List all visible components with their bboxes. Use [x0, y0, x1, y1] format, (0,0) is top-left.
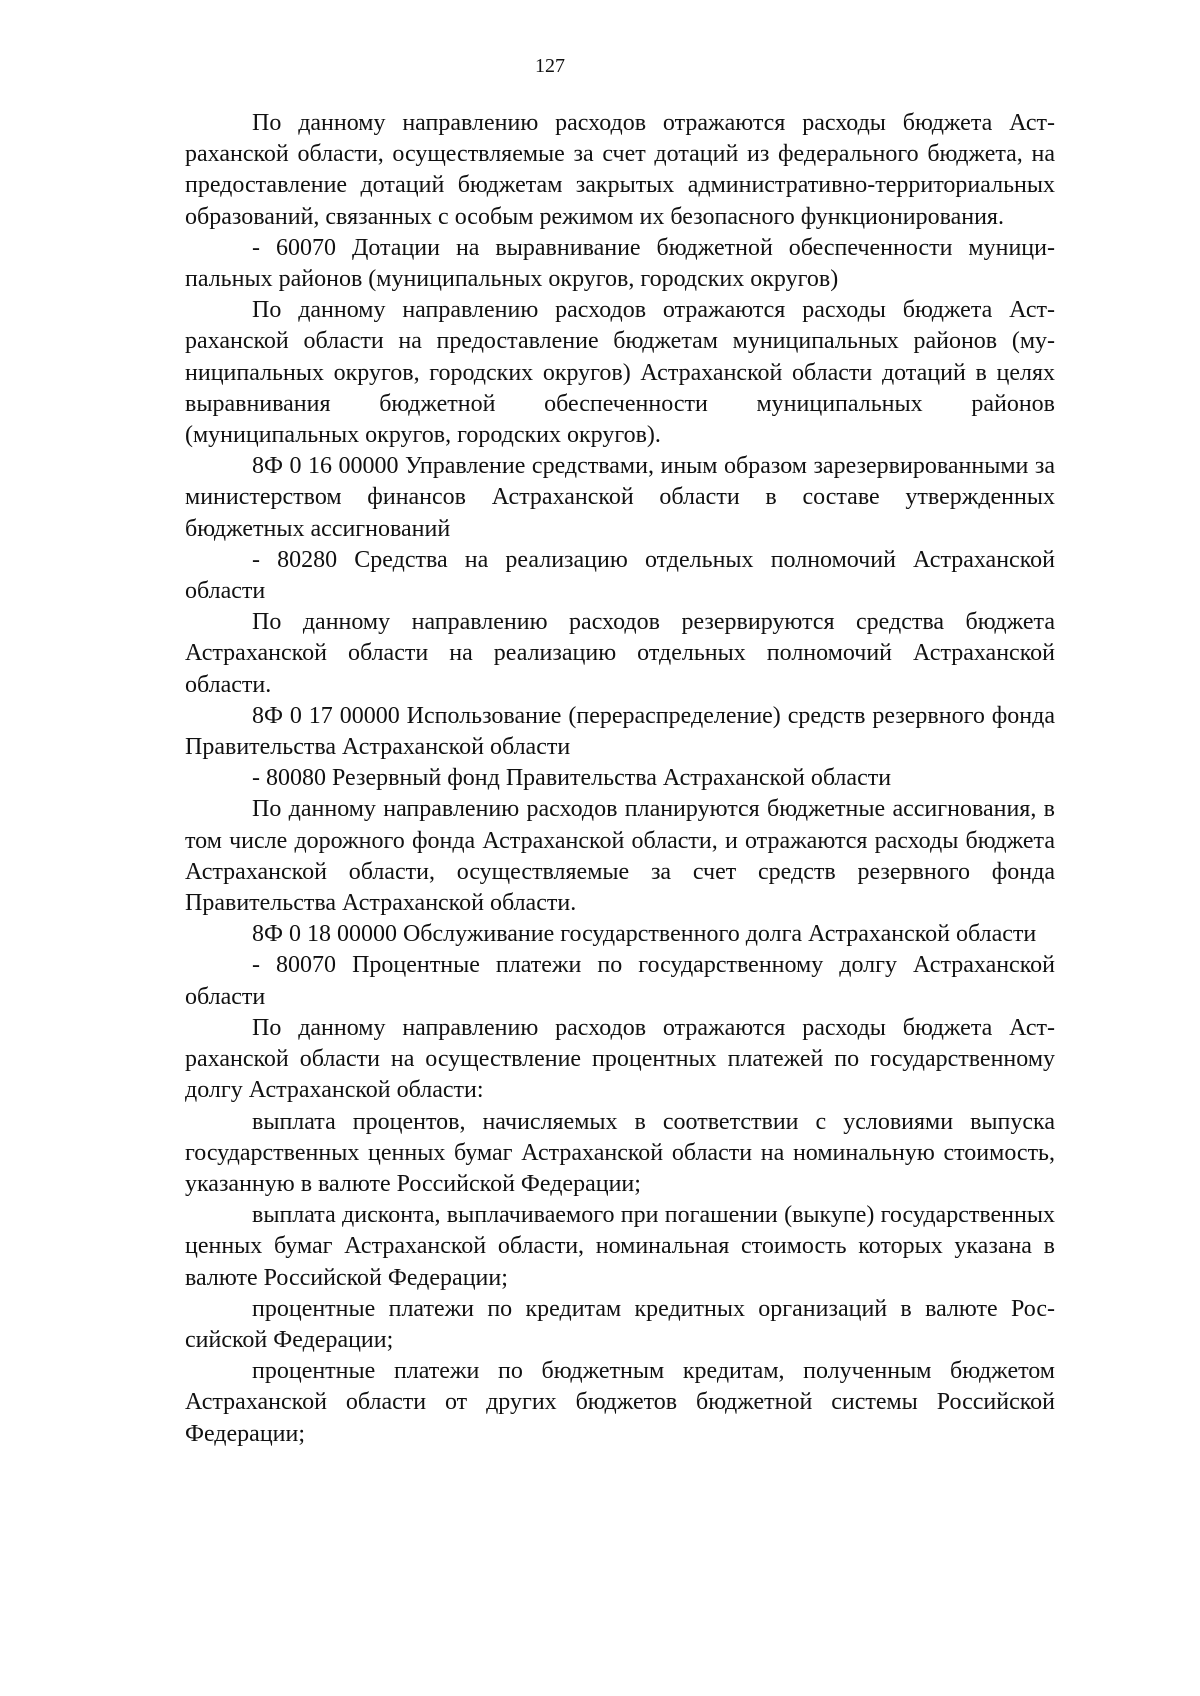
item-80280: - 80280 Средства на реализацию отдельных полномочий Астраханской области	[185, 546, 1055, 605]
paragraph-80080-description: По данному направлению расходов планируются бюджетные ассигнования, в том числе дорожного фонда Астраханской области, и отражаются расходы бюджета Астраханской области, осуществляемые за счет средств резервного фонда Правительства Астраханской области.	[185, 796, 1055, 917]
list-item-interest-payments: выплата процентов, начисляемых в соответствии с условиями выпуска государственных ценных бумаг Астраханской области на номинальную стоимость, указанную в валюте Российской Федерации;	[185, 1108, 1055, 1197]
section-8f-0-16: 8Ф 0 16 00000 Управление средствами, иным образом зарезервированными за министерством финансов Астраханской области в составе утвержденных бюджетных ассигнований	[185, 453, 1055, 542]
section-8f-0-18: 8Ф 0 18 00000 Обслуживание государственного долга Астраханской области	[252, 921, 1037, 948]
paragraph-80070-description: По данному направлению расходов отражаются расходы бюджета Астраханской области на осуществление процентных платежей по государственному долгу Астраханской области:	[185, 1014, 1055, 1104]
section-8f-0-17: 8Ф 0 17 00000 Использование (перераспределение) средств резервного фонда Правительства Астраханской области	[185, 702, 1055, 761]
paragraph-60070-description: По данному направлению расходов отражаются расходы бюджета Астраханской области на предоставление бюджетам муниципальных районов (муниципальных округов, городских округов) Астраханской области дотаций в целях выравнивания бюджетной обеспеченности муниципальных районов (муниципальных округов, городских округов).	[185, 297, 1055, 449]
page-number: 127	[535, 55, 565, 77]
item-80080: - 80080 Резервный фонд Правительства Астраханской области	[252, 765, 892, 792]
body-text	[185, 108, 1055, 1450]
list-item-bank-loan-interest: процентные платежи по кредитам кредитных организаций в валюте Российской Федерации;	[185, 1295, 1055, 1353]
item-80070: - 80070 Процентные платежи по государственному долгу Астраханской области	[185, 952, 1055, 1010]
paragraph-80280-description: По данному направлению расходов резервируются средства бюджета Астраханской области на реализацию отдельных полномочий Астраханской области.	[185, 609, 1055, 698]
list-item-discount-payments: выплата дисконта, выплачиваемого при погашении (выкупе) государственных ценных бумаг Астраханской области, номинальная стоимость которых указана в валюте Российской Федерации;	[185, 1202, 1055, 1291]
paragraph-subsidies-zato: По данному направлению расходов отражаются расходы бюджета Астраханской области, осуществляемые за счет дотаций из федерального бюджета, на предоставление дотаций бюджетам закрытых административно-территориальных образований, связанных с особым режимом их безопасного функционирования.	[185, 110, 1055, 230]
item-60070: - 60070 Дотации на выравнивание бюджетной обеспеченности муниципальных районов (муниципальных округов, городских округов)	[185, 234, 1055, 293]
list-item-budget-loan-interest: процентные платежи по бюджетным кредитам, полученным бюджетом Астраханской области от других бюджетов бюджетной системы Российской Федерации;	[185, 1358, 1055, 1447]
